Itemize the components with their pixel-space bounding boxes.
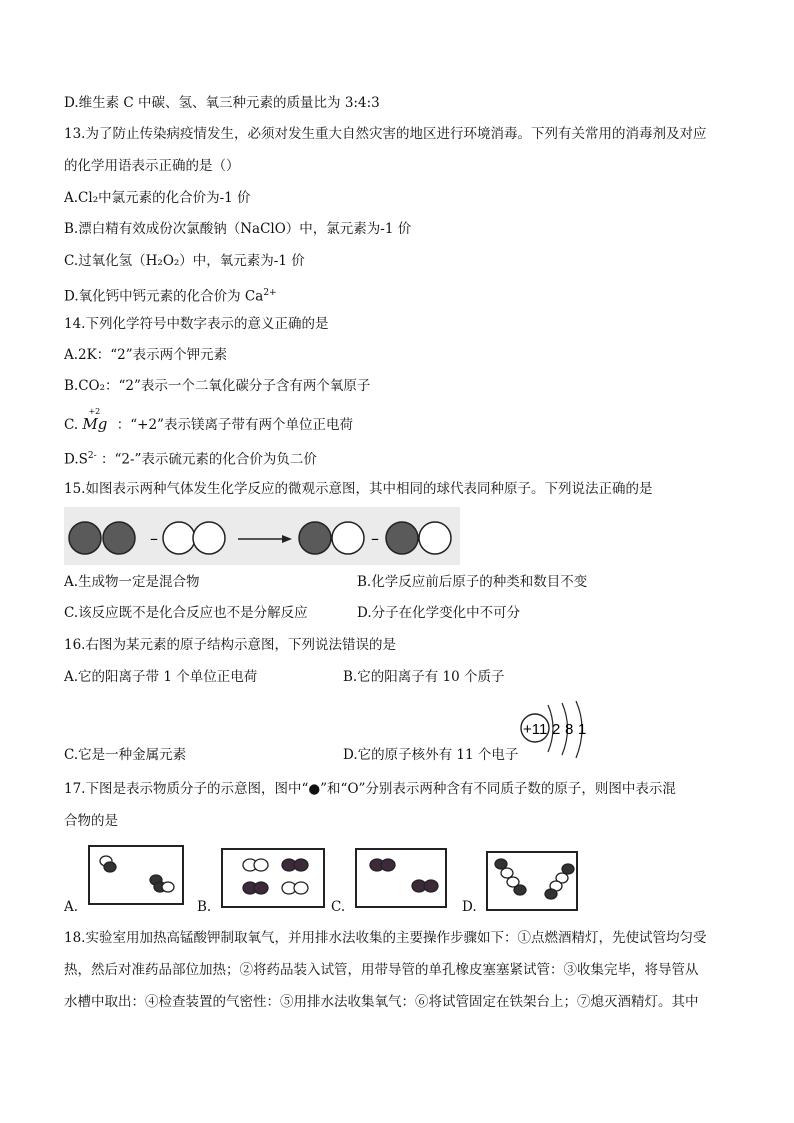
q14-option-d-text: ：“2-”表示硫元素的化合价为负二价 [100, 451, 317, 468]
q15-option-c: C.该反应既不是化合反应也不是分解反应 [64, 605, 308, 621]
q16-stem: 16.右图为某元素的原子结构示意图，下列说法错误的是 [64, 637, 396, 653]
mg-symbol [82, 407, 112, 435]
q13-stem-line2: 的化学用语表示正确的是（） [64, 158, 240, 174]
q14-stem: 14.下列化学符号中数字表示的意义正确的是 [64, 316, 329, 332]
reactant2-atom-a [163, 522, 195, 554]
q18-stem-line2: 热，然后对准药品部位加热；②将药品装入试管，用带导管的单孔橡皮塞塞紧试管：③收集完毕，将导管从 [64, 962, 699, 978]
q14-option-c [64, 407, 353, 435]
q13-option-c: C.过氧化氢（H₂O₂）中，氧元素为-1 价 [64, 253, 305, 269]
mg-letters: Mg [82, 415, 108, 433]
q13-option-d-text: D.氧化钙中钙元素的化合价为 Ca [64, 288, 264, 305]
box-b-dark2-atom-4 [254, 882, 268, 894]
q17-stem-line2: 合物的是 [64, 813, 118, 829]
atom-structure-diagram [518, 700, 594, 764]
q17-stem-line1: 17.下图是表示物质分子的示意图，图中“●”和“O”分别表示两种含有不同质子数的原子，则图中表示混 [64, 781, 676, 797]
mg-valence: +2 [88, 407, 101, 416]
box-c-frame [356, 849, 446, 907]
q14-option-c-prefix: C. [64, 417, 79, 433]
q15-option-d: D.分子在化学变化中不可分 [357, 605, 521, 621]
box-a-light-atom-2 [162, 882, 174, 892]
box-a-frame [89, 846, 183, 904]
box-a-dark-atom-1 [104, 862, 116, 872]
shell-1-count: 2 [552, 721, 561, 738]
product2-atom-a [386, 522, 418, 554]
shell-2-count: 8 [565, 721, 574, 738]
q18-stem-line3: 水槽中取出：④检查装置的气密性：⑤用排水法收集氧气：⑥将试管固定在铁架台上；⑦熄灭酒精灯。其中 [64, 994, 699, 1010]
q15-stem: 15.如图表示两种气体发生化学反应的微观示意图，其中相同的球代表同种原子。下列说法正确的是 [64, 481, 653, 497]
q13-option-a: A.Cl₂中氯元素的化合价为-1 价 [64, 190, 251, 206]
q15-option-a: A.生成物一定是混合物 [64, 574, 200, 590]
shell-3-count: 1 [578, 721, 587, 738]
nucleus-label: +11 [523, 721, 548, 738]
q16-option-b: B.它的阳离子有 10 个质子 [343, 669, 505, 685]
box-d-atom-8 [545, 889, 557, 899]
product1-atom-b [332, 522, 364, 554]
q14-option-d-prefix: D.S [64, 451, 88, 468]
q16-option-d: D.它的原子核外有 11 个电子 [343, 747, 519, 763]
box-d-atom-1 [495, 859, 507, 869]
box-b-h2-atom-4 [294, 882, 308, 894]
q17-box-d [486, 851, 578, 911]
minus-sign-2: – [371, 529, 379, 548]
box-c-atom-2 [381, 859, 395, 871]
reactant1-atom-b [103, 522, 135, 554]
box-d-atom-2 [501, 868, 513, 878]
q13-option-b: B.漂白精有效成份次氯酸钠（NaClO）中，氯元素为-1 价 [64, 221, 412, 237]
q14-option-b: B.CO₂：“2”表示一个二氧化碳分子含有两个氧原子 [64, 378, 371, 394]
reactant1-atom-a [69, 522, 101, 554]
product2-atom-b [419, 522, 451, 554]
q13-option-d-charge: 2+ [263, 288, 277, 298]
box-b-h2-atom-2 [254, 859, 268, 871]
q17-box-a [88, 845, 184, 905]
reaction-diagram [64, 507, 460, 565]
q14-option-c-text: ：“+2”表示镁离子带有两个单位正电荷 [116, 417, 353, 433]
q14-option-d-charge: 2- [87, 451, 97, 461]
q13-stem-line1: 13.为了防止传染病疫情发生，必须对发生重大自然灾害的地区进行环境消毒。下列有关常用的消毒剂及对应 [64, 126, 707, 142]
q17-label-d: D. [462, 899, 477, 915]
q15-option-b: B.化学反应前后原子的种类和数目不变 [357, 574, 588, 590]
q12-option-d: D.维生素 C 中碳、氢、氧三种元素的质量比为 3:4:3 [64, 95, 380, 111]
box-d-atom-4 [514, 885, 526, 895]
box-b-frame [222, 849, 324, 907]
q17-label-b: B. [197, 899, 212, 915]
q17-label-c: C. [331, 899, 346, 915]
box-d-atom-5 [562, 864, 574, 874]
minus-sign-1: – [150, 529, 158, 548]
q17-box-b [221, 848, 325, 908]
q18-stem-line1: 18.实验室用加热高锰酸钾制取氧气，并用排水法收集的主要操作步骤如下：①点燃酒精灯，先使试管均匀受 [64, 930, 707, 946]
q17-label-a: A. [64, 899, 79, 915]
q13-option-d [64, 283, 277, 307]
box-c-atom-4 [424, 880, 438, 892]
q14-option-d [64, 446, 317, 470]
box-b-dark2-atom-2 [294, 859, 308, 871]
q16-option-c: C.它是一种金属元素 [64, 747, 187, 763]
product1-atom-a [299, 522, 331, 554]
q14-option-a: A.2K：“2”表示两个钾元素 [64, 347, 228, 363]
q17-box-c [355, 848, 447, 908]
q16-option-a: A.它的阳离子带 1 个单位正电荷 [64, 669, 258, 685]
reactant2-atom-b [193, 522, 225, 554]
